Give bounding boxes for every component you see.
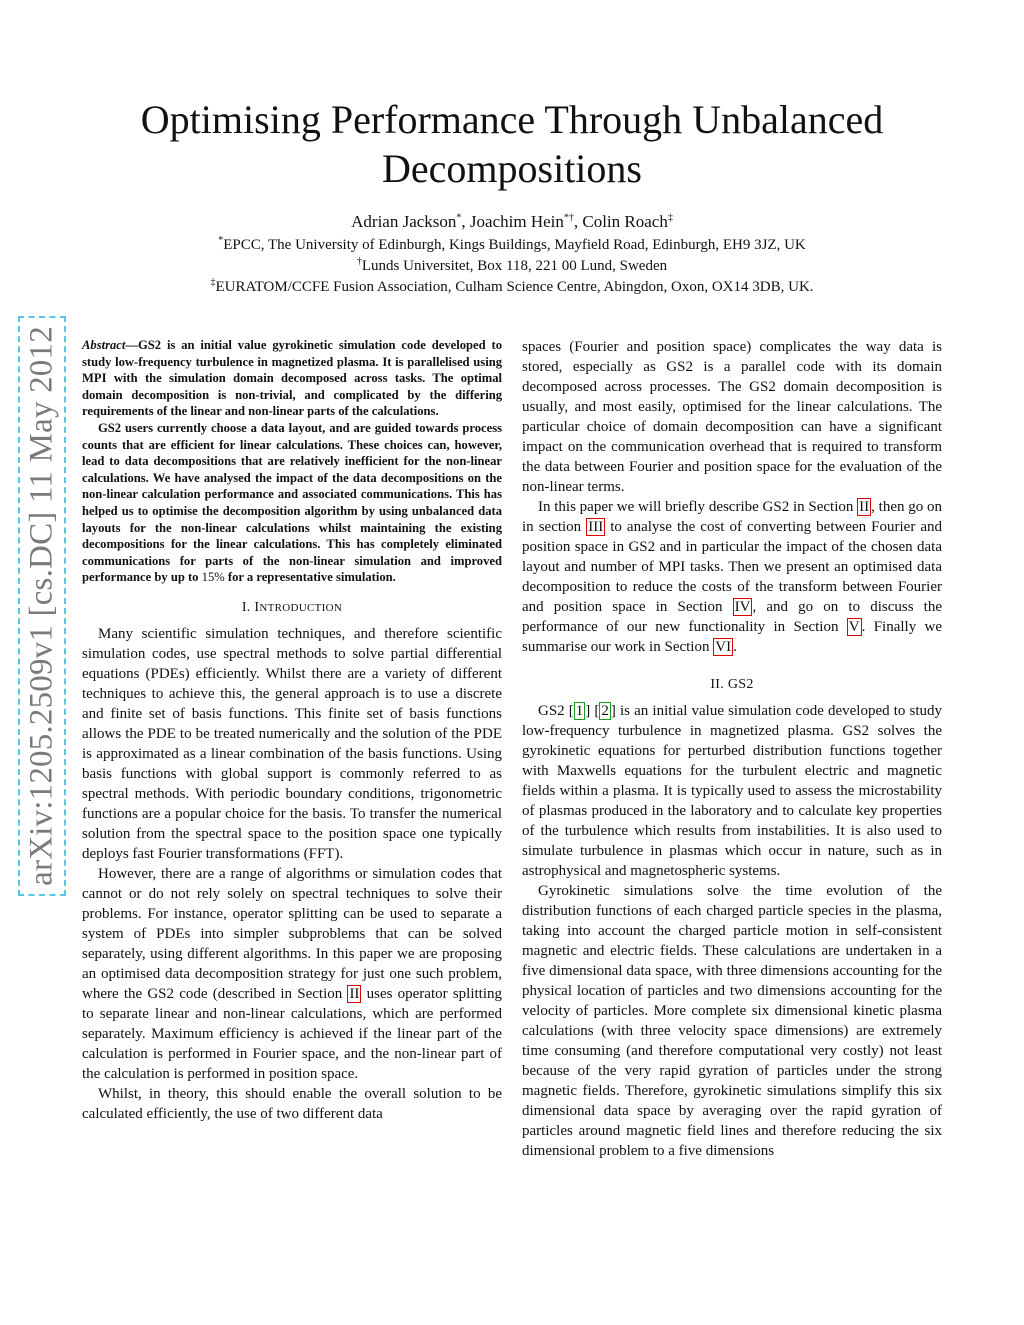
author-mark: *†: [563, 212, 574, 224]
percent-value: 15%: [201, 570, 225, 585]
affiliation-text: Lunds Universitet, Box 118, 221 00 Lund, Sweden: [361, 258, 668, 274]
affiliation: [80, 256, 944, 276]
author-list: Adrian Jackson*, Joachim Hein*†, Colin Roach‡: [351, 212, 673, 231]
body-paragraph: In this paper we will briefly describe GS2 in Section II , then go on in section III to analyse the cost of converting between Fourier and position space in GS2 and in particular the impact of the chosen data layout and number of MPI tasks. Then we present an optimised data decomposition to reduce the costs of the transform between Fourier and position space in Section IV , and go on to discuss the performance of our new functionality in Section V . Finally we summarise our work in Section VI .: [522, 499, 943, 655]
section-heading-gs2: II. GS2: [710, 677, 754, 692]
abstract-paragraph: GS2 users currently choose a data layout, and are guided towards process counts that are efficient for linear calculations. These choices can, however, lead to data decompositions that are relatively inefficient for the non-linear calculations. We have analysed the impact of the data decompositions on the non-linear calculation performance and associated communications. This has helped us to optimise the decomposition algorithm by using unbalanced data layouts for the non-linear calculations whilst maintaining the existing decompositions for the linear calculations. This has completely eliminated communications for parts of the non-linear simulation and improved performance by up to 15% for a representative simulation.: [82, 420, 502, 585]
affiliation-mark: ‡: [210, 277, 216, 288]
section-heading-introduction: I. INTRODUCTION: [241, 599, 343, 615]
body-paragraph: spaces (Fourier and position space) complicates the way data is stored, especially as GS2 is a parallel code with its domain decomposed across processes. The GS2 domain decomposition is usually, and most easily, optimised for the linear calculations. The particular choice of domain decomposition can have a significant impact on the communication overhead that is required to transform the data between Fourier and position space for the evaluation of the non-linear terms.: [522, 339, 942, 495]
author-name: Joachim Hein: [469, 212, 564, 231]
affiliation-mark: *: [218, 235, 224, 246]
citation-link[interactable]: 1: [575, 703, 584, 719]
arxiv-stamp: [18, 316, 66, 896]
section-ref-link[interactable]: III: [588, 519, 604, 535]
affiliation-mark: †: [356, 256, 362, 267]
affiliation: [80, 235, 944, 255]
body-paragraph: Gyrokinetic simulations solve the time evolution of the distribution functions of each charged particle species in the plasma, taking into account the charged particle motion in self-consistent magnetic and electric fields. These calculations are undertaken in a five dimensional data space, with three dimensions accounting for the physical location of particles and two dimensions accounting for the velocity of particles. More complete six dimensional kinetic plasma calculations (with three velocity space dimensions) are extremely time consuming (and therefore computational very costly) not least because of the very rapid gyration of particles under the strong magnetic fields. Therefore, gyrokinetic simulations simplify this six dimensional data space by averaging over the rapid gyration of particles around magnetic field lines and therefore reducing the six dimensional problem to a five dimensions: [522, 883, 942, 1159]
affiliation-text: EURATOM/CCFE Fusion Association, Culham Science Centre, Abingdon, Oxon, OX14 3DB, UK.: [215, 279, 814, 295]
intro-paragraph: Whilst, in theory, this should enable the overall solution to be calculated efficiently, the use of two different data: [82, 1085, 502, 1122]
section-ref-link[interactable]: II: [859, 499, 870, 515]
intro-paragraph: Many scientific simulation techniques, and therefore scientific simulation codes, use spectral methods to solve partial differential equations (PDEs) efficiently. Whilst there are a variety of different techniques to achieve this, the general approach is to use a discrete and finite set of basis functions. This finite set of basis functions allows the PDE to be treated numerically and the solution of the PDE is approximated as a linear combination of the basis functions. Using basis functions with global support is commonly referred to as spectral methods. With periodic boundary conditions, trigonometric functions are a popular choice for the basis. To transfer the numerical solution from the spectral space to the position space one typically deploys fast Fourier transformations (FFT).: [82, 625, 502, 862]
paper-title: Optimising Performance Through Unbalanced Decompositions: [140, 97, 884, 191]
section-ref-link[interactable]: V: [848, 619, 860, 635]
section-ref-link[interactable]: IV: [734, 599, 751, 615]
citation-link[interactable]: 2: [601, 703, 609, 719]
affiliation: [80, 277, 944, 297]
abstract-paragraph: Abstract—GS2 is an initial value gyrokinetic simulation code developed to study low-frequency turbulence in magnetized plasma. It is parallelised using MPI with the simulation domain decomposed across tasks. The optimal domain decomposition is non-trivial, and complicated by the differing requirements of the linear and non-linear parts of the calculations.: [82, 338, 502, 419]
abstract-text: GS2 is an initial value gyrokinetic simulation code developed to study low-frequency turbulence in magnetized plasma. It is parallelised using MPI with the simulation domain decomposed across tasks. The optimal domain decomposition is non-trivial, and complicated by the differing requirements of the linear and non-linear parts of the calculations.: [82, 338, 502, 419]
left-column: [82, 337, 502, 1124]
author-mark: ‡: [667, 212, 673, 224]
right-column: [522, 337, 942, 1161]
section-ref-link[interactable]: VI: [715, 639, 732, 655]
intro-paragraph: However, there are a range of algorithms or simulation codes that cannot or do not rely solely on spectral techniques to solve their problems. For instance, operator splitting can be used to separate a system of PDEs into simpler subproblems that can be solved separately, using different algorithms. In this paper we are proposing an optimised data decomposition strategy for just one such problem, where the GS2 code (described in Section II uses operator splitting to separate linear and non-linear calculations, which are performed separately. Maximum efficiency is achieved if the linear part of the calculation is performed in Fourier space, and the non-linear part of the calculation is performed in position space.: [82, 865, 502, 1082]
affiliation-text: EPCC, The University of Edinburgh, Kings Buildings, Mayfield Road, Edinburgh, EH9 3JZ, UK: [223, 237, 806, 253]
author-mark: *: [456, 212, 462, 224]
author-name: Adrian Jackson: [351, 212, 457, 231]
arxiv-id: arXiv:1205.2509v1 [cs.DC] 11 May 2012: [23, 326, 60, 886]
section-ref-link[interactable]: II: [349, 985, 360, 1002]
body-paragraph: GS2 [ 1 ] [ 2 ] is an initial value simulation code developed to study low-frequency turbulence in magnetized plasma. GS2 solves the gyrokinetic equations for perturbed distribution functions together with Maxwells equations for the turbulent electric and magnetic fields within a plasma. It is typically used to assess the microstability of plasmas produced in the laboratory and to calculate key properties of the turbulence which results from instabilities. It is also used to simulate turbulence in plasmas which occur in nature, such as in astrophysical and magnetospheric systems.: [522, 703, 942, 879]
abstract-label: Abstract: [82, 338, 126, 352]
author-name: Colin Roach: [582, 212, 668, 231]
